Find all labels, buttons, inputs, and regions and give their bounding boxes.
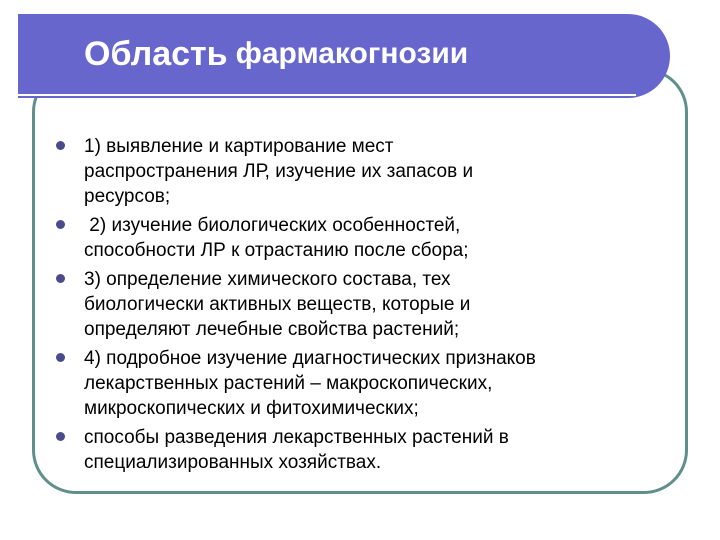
bullet-text-line: 3) определение химического состава, тех [84,269,451,290]
bullet-text-line: 2) изучение биологических особенностей, [84,215,461,236]
bullet-text-line: способы разведения лекарственных растений в [84,427,509,448]
bullet-item [50,134,670,209]
bullet-item [50,267,670,342]
bullet-item [50,346,670,421]
bullet-list [50,134,670,479]
bullet-icon [56,274,65,283]
bullet-item [50,425,670,475]
bullet-text-line: ресурсов; [84,186,171,207]
slide-title-word-1: Область [84,34,228,73]
bullet-item [50,213,670,263]
slide-title-word-2: фармакогнозии [235,37,469,70]
bullet-text-line: способности ЛР к отрастанию после сбора; [84,240,469,261]
bullet-text-line: биологически активных веществ, которые и [84,294,471,315]
bullet-text-line: 1) выявление и картирование мест [84,136,394,157]
bullet-text-line: специализированных хозяйствах. [84,452,382,473]
bullet-text-line: 4) подробное изучение диагностических признаков [84,348,536,369]
slide-title [84,24,468,84]
bullet-icon [56,353,65,362]
bullet-icon [56,432,65,441]
bullet-icon [56,141,65,150]
bullet-text-line: микроскопических и фитохимических; [84,398,419,419]
title-underline [18,94,636,96]
bullet-icon [56,220,65,229]
bullet-text-line: лекарственных растений – макроскопических, [84,373,493,394]
bullet-text-line: определяют лечебные свойства растений; [84,319,460,340]
bullet-text-line: распространения ЛР, изучение их запасов и [84,161,474,182]
